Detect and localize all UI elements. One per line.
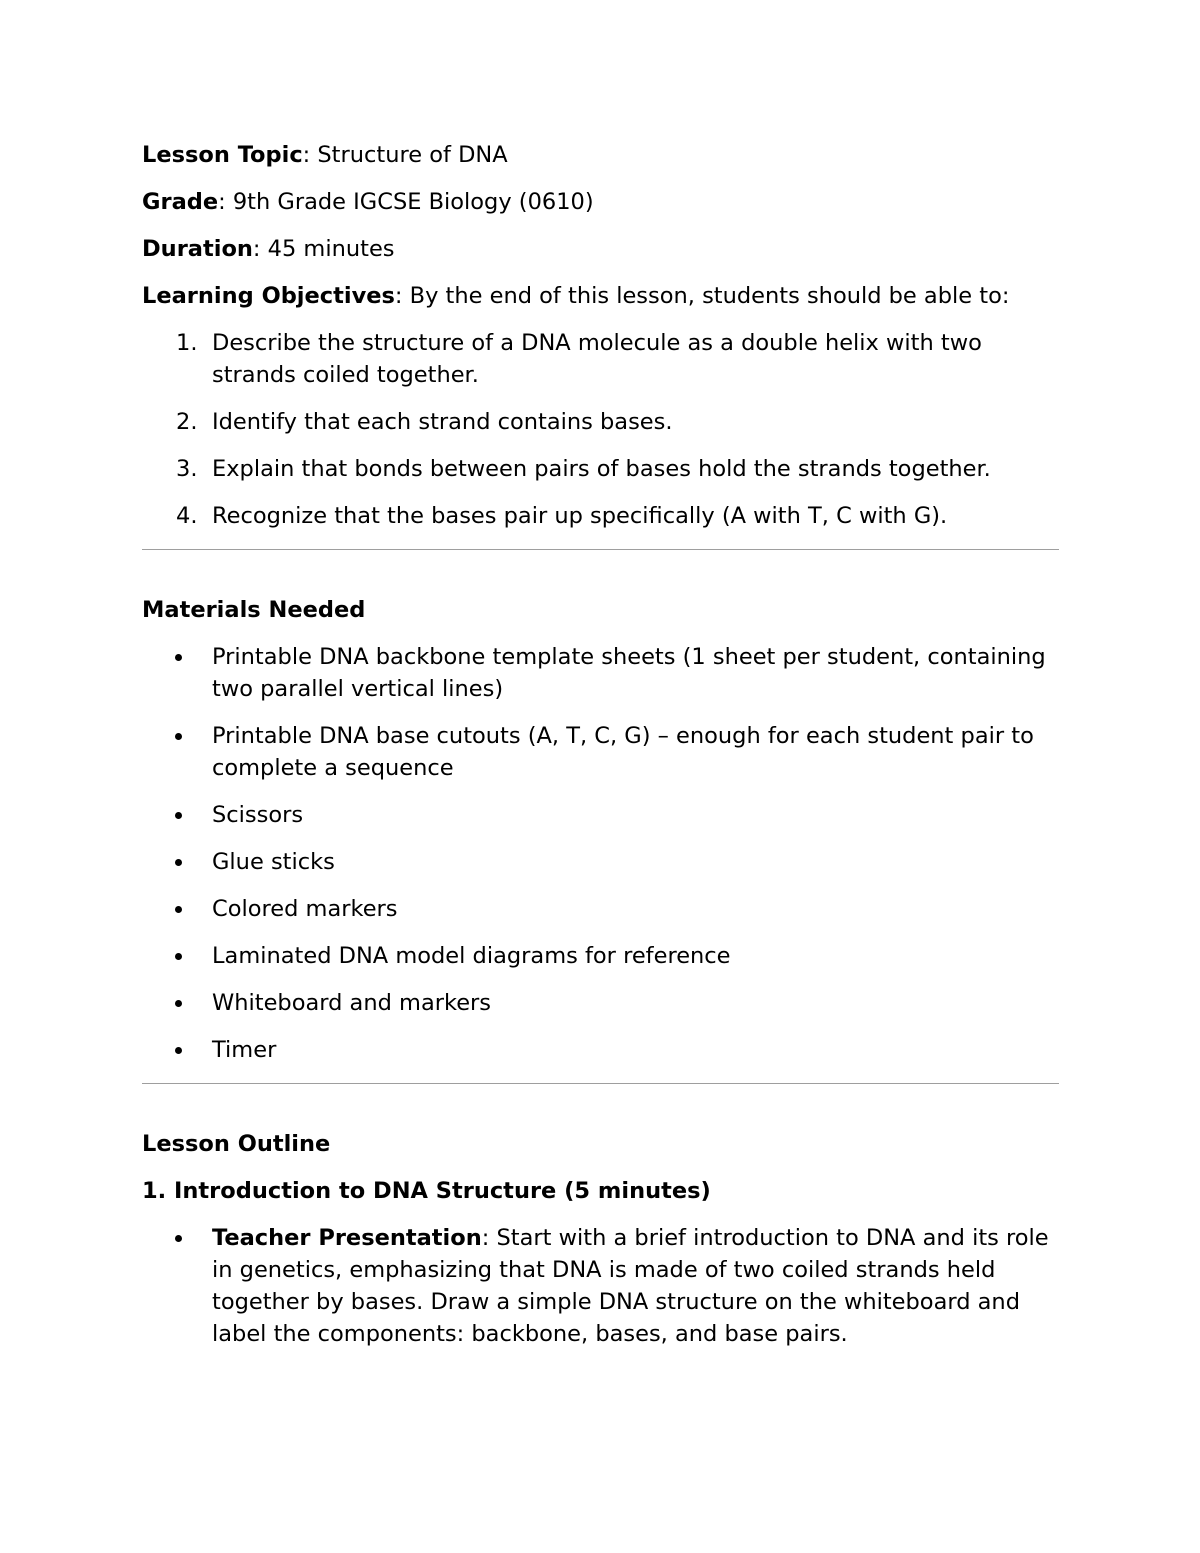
grade-label: Grade bbox=[142, 189, 219, 215]
bullet-icon bbox=[175, 1235, 182, 1242]
materials-item-text: Printable DNA base cutouts (A, T, C, G) – enough for each student pair to complete a sequence bbox=[212, 723, 1034, 781]
objective-item bbox=[142, 500, 1059, 532]
lesson-topic-label: Lesson Topic bbox=[142, 142, 303, 168]
grade-value: : 9th Grade IGCSE Biology (0610) bbox=[218, 189, 594, 215]
objective-item bbox=[142, 406, 1059, 438]
lesson-topic-value: : Structure of DNA bbox=[302, 142, 508, 168]
materials-heading: Materials Needed bbox=[142, 597, 366, 623]
bullet-icon bbox=[175, 654, 182, 661]
materials-item-text: Timer bbox=[212, 1037, 277, 1063]
materials-item-text: Whiteboard and markers bbox=[212, 990, 492, 1016]
bullet-icon bbox=[175, 1000, 182, 1007]
materials-item bbox=[142, 846, 1059, 878]
bullet-icon bbox=[175, 1047, 182, 1054]
materials-item-text: Laminated DNA model diagrams for reference bbox=[212, 943, 731, 969]
materials-list bbox=[142, 641, 1059, 1066]
materials-item-text: Glue sticks bbox=[212, 849, 335, 875]
objective-item bbox=[142, 327, 1059, 391]
materials-item-text: Printable DNA backbone template sheets (1 sheet per student, containing two parallel vertical lines) bbox=[212, 644, 1046, 702]
bullet-icon bbox=[175, 733, 182, 740]
materials-item bbox=[142, 987, 1059, 1019]
outline-item-text: : Start with a brief introduction to DNA and its role in genetics, emphasizing that DNA is made of two coiled strands held together by bases. Draw a simple DNA structure on the whiteboard and label the components: backbone, bases, and base pairs. bbox=[212, 1225, 1049, 1347]
duration-value: : 45 minutes bbox=[252, 236, 395, 262]
objectives-list bbox=[142, 327, 1059, 532]
grade-line bbox=[142, 186, 1059, 218]
outline-section-list bbox=[142, 1222, 1059, 1350]
learning-objectives-line bbox=[142, 280, 1059, 312]
objective-item bbox=[142, 453, 1059, 485]
materials-item-text: Colored markers bbox=[212, 896, 398, 922]
objective-text: Identify that each strand contains bases. bbox=[212, 409, 673, 435]
materials-item bbox=[142, 1034, 1059, 1066]
materials-item bbox=[142, 940, 1059, 972]
materials-item bbox=[142, 641, 1059, 705]
bullet-icon bbox=[175, 906, 182, 913]
learning-objectives-value: : By the end of this lesson, students should be able to: bbox=[394, 283, 1010, 309]
objective-text: Explain that bonds between pairs of bases hold the strands together. bbox=[212, 456, 991, 482]
outline-item-label: Teacher Presentation bbox=[212, 1225, 482, 1251]
objective-number: 3. bbox=[176, 456, 198, 482]
materials-item-text: Scissors bbox=[212, 802, 304, 828]
bullet-icon bbox=[175, 953, 182, 960]
lesson-topic-line bbox=[142, 139, 1059, 171]
materials-item bbox=[142, 893, 1059, 925]
outline-item bbox=[142, 1222, 1059, 1350]
materials-item bbox=[142, 799, 1059, 831]
duration-label: Duration bbox=[142, 236, 253, 262]
bullet-icon bbox=[175, 812, 182, 819]
objective-number: 2. bbox=[176, 409, 198, 435]
materials-item bbox=[142, 720, 1059, 784]
document-content bbox=[142, 139, 1059, 1365]
objective-number: 4. bbox=[176, 503, 198, 529]
objective-number: 1. bbox=[176, 330, 198, 356]
duration-line bbox=[142, 233, 1059, 265]
learning-objectives-label: Learning Objectives bbox=[142, 283, 395, 309]
outline-section-title: 1. Introduction to DNA Structure (5 minutes) bbox=[142, 1178, 711, 1204]
bullet-icon bbox=[175, 859, 182, 866]
objective-text: Describe the structure of a DNA molecule as a double helix with two strands coiled together. bbox=[212, 330, 982, 388]
objective-text: Recognize that the bases pair up specifically (A with T, C with G). bbox=[212, 503, 948, 529]
lesson-outline-heading: Lesson Outline bbox=[142, 1131, 331, 1157]
